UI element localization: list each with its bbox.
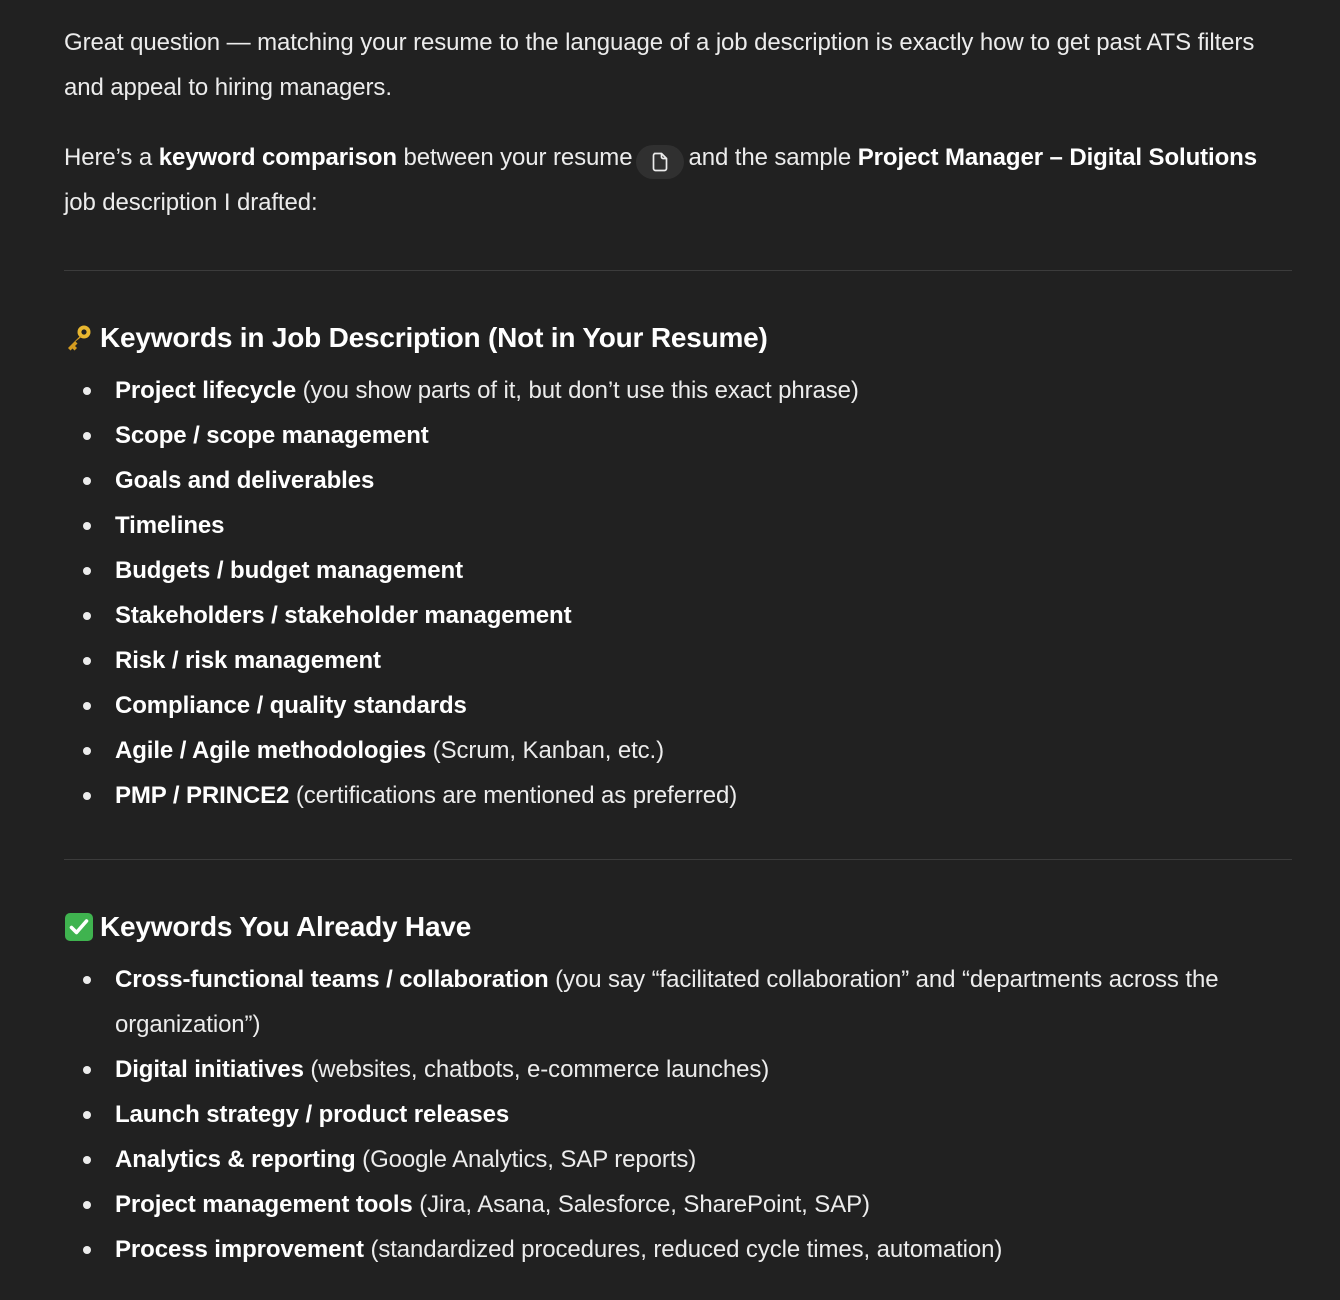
keyword-note: (websites, chatbots, e-commerce launches) (303, 1056, 770, 1083)
keyword-note: (Scrum, Kanban, etc.) (426, 737, 665, 764)
keyword: Agile / Agile methodologies (115, 737, 427, 764)
comparison-middle-text-2: and the sample (688, 144, 858, 171)
missing-keywords-list (64, 368, 1292, 818)
keyword: Risk / risk management (115, 647, 381, 674)
list-item (64, 548, 1292, 593)
keyword: Cross-functional teams / collaboration (115, 966, 549, 993)
comparison-suffix: job description I drafted: (64, 189, 318, 216)
list-item (64, 1092, 1292, 1137)
key-icon (64, 323, 94, 353)
comparison-middle-text: between your resume (396, 144, 633, 171)
comparison-prefix: Here’s a (64, 144, 159, 171)
check-mark-button-icon (64, 912, 94, 942)
keyword: Scope / scope management (115, 422, 429, 449)
existing-keywords-list (64, 957, 1292, 1272)
keyword: Stakeholders / stakeholder management (115, 602, 572, 629)
keyword: Launch strategy / product releases (115, 1101, 510, 1128)
list-item (64, 503, 1292, 548)
keyword-note: (Jira, Asana, Salesforce, SharePoint, SAP) (412, 1191, 870, 1218)
comparison-bold-keyword: keyword comparison (158, 144, 397, 171)
list-item (64, 683, 1292, 728)
keyword: Budgets / budget management (115, 557, 463, 584)
keyword-note: (you say “facilitated collaboration” and “departments across the organization”) (115, 966, 1219, 1038)
list-item (64, 957, 1292, 1047)
keyword: PMP / PRINCE2 (115, 782, 290, 809)
list-item (64, 638, 1292, 683)
keyword-note: (you show parts of it, but don’t use this exact phrase) (296, 377, 859, 404)
existing-keywords-title: Keywords You Already Have (100, 911, 472, 942)
list-item (64, 1047, 1292, 1092)
keyword-note: (standardized procedures, reduced cycle times, automation) (363, 1236, 1003, 1263)
list-item (64, 413, 1292, 458)
list-item (64, 1227, 1292, 1272)
comparison-job-title: Project Manager – Digital Solutions (857, 144, 1257, 171)
existing-keywords-heading (64, 907, 471, 947)
keyword: Digital initiatives (115, 1056, 304, 1083)
missing-keywords-heading (64, 318, 768, 358)
list-item (64, 1137, 1292, 1182)
keyword-note: (Google Analytics, SAP reports) (355, 1146, 697, 1173)
keyword: Project lifecycle (115, 377, 297, 404)
keyword: Goals and deliverables (115, 467, 375, 494)
section-divider (64, 270, 1292, 271)
section-divider (64, 859, 1292, 860)
document-icon (651, 152, 669, 172)
list-item (64, 728, 1292, 773)
keyword: Project management tools (115, 1191, 413, 1218)
resume-attachment-chip[interactable] (636, 145, 684, 179)
keyword: Compliance / quality standards (115, 692, 467, 719)
list-item (64, 773, 1292, 818)
comparison-paragraph (64, 135, 1292, 225)
intro-paragraph: Great question — matching your resume to the language of a job description is exactly how to get past ATS filters and appeal to hiring managers. (64, 29, 1255, 101)
list-item (64, 458, 1292, 503)
list-item (64, 368, 1292, 413)
keyword-note: (certifications are mentioned as preferred) (289, 782, 738, 809)
list-item (64, 593, 1292, 638)
list-item (64, 1182, 1292, 1227)
keyword: Process improvement (115, 1236, 364, 1263)
keyword: Timelines (115, 512, 225, 539)
missing-keywords-title: Keywords in Job Description (Not in Your Resume) (100, 322, 768, 353)
keyword: Analytics & reporting (115, 1146, 356, 1173)
